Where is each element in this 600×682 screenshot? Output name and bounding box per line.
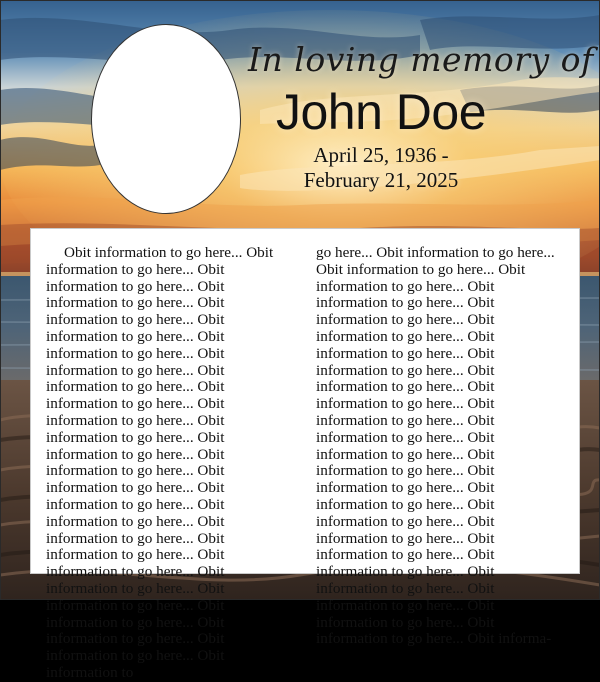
life-dates <box>270 143 492 193</box>
deceased-name: John Doe <box>275 84 487 140</box>
obituary-column-left: Obit information to go here... Obit information to go here... Obit information to go here... Obit information to go here... Obit information to go here... Obit information to go here... Obit information to go here... Obit information to go here... Obit information to go here... Obit information to go here... Obit information to go here... Obit information to go here... Obit information to go here... Obit information to go here... Obit information to go here... Obit information to go here... Obit information to go here... Obit information to go here... Obit information to go here... Obit information to go here... Obit information to go here... Obit information to go here... Obit information to go here... Obit information to go here... Obit information to go here... Obit information to <box>46 244 274 681</box>
obituary-column-right: go here... Obit information to go here... Obit information to go here... Obit information to go here... Obit information to go here... Obit information to go here... Obit information to go here... Obit information to go here... Obit information to go here... Obit information to go here... Obit information to go here... Obit information to go here... Obit information to go here... Obit information to go here... Obit information to go here... Obit information to go here... Obit information to go here... Obit information to go here... Obit information to go here... Obit information to go here... Obit information to go here... Obit information to go here... Obit information to go here... Obit information to go here... Obit information to go here... Obit informa- <box>316 244 555 648</box>
memorial-tagline: In loving memory of <box>248 40 594 79</box>
birth-date: April 25, 1936 - <box>313 143 449 167</box>
photo-placeholder-oval <box>91 24 241 214</box>
death-date: February 21, 2025 <box>303 168 459 192</box>
obituary-text-panel <box>30 228 580 681</box>
